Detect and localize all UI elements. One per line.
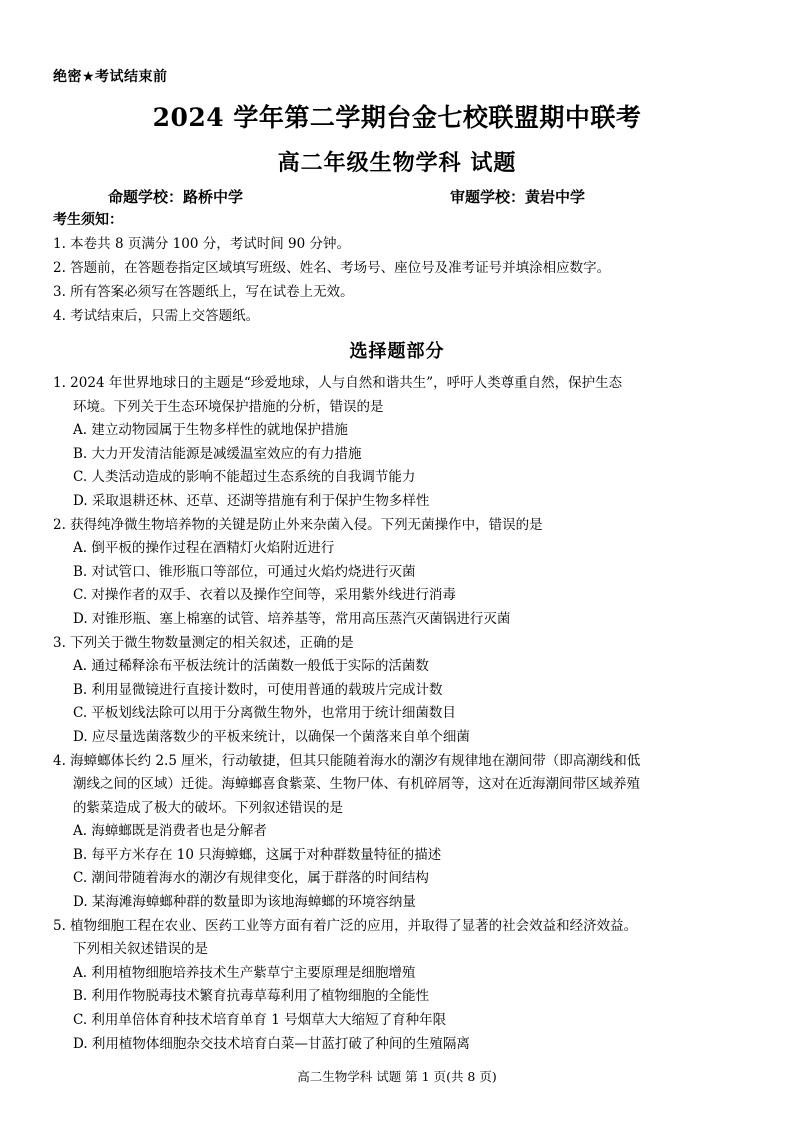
option-b: B. 利用显微镜进行直接计数时，可使用普通的载玻片完成计数 (73, 681, 443, 698)
option-c: C. 潮间带随着海水的潮汐有规律变化，属于群落的时间结构 (73, 870, 429, 887)
option-a: A. 利用植物细胞培养技术生产紫草宁主要原理是细胞增殖 (73, 964, 416, 981)
question-1 (53, 372, 753, 514)
option-b: B. 每平方米存在 10 只海蟑螂，这属于对种群数量特征的描述 (73, 846, 442, 863)
option-b: B. 大力开发清洁能源是减缓温室效应的有力措施 (73, 445, 362, 462)
option-d: D. 某海滩海蟑螂种群的数量即为该地海蟑螂的环境容纳量 (73, 894, 416, 911)
question-stem: 4. 海蟑螂体长约 2.5 厘米，行动敏捷，但其只能随着海水的潮汐有规律地在潮间带（即高潮线和低 (53, 752, 641, 769)
exam-title: 2024 学年第二学期台金七校联盟期中联考 (152, 103, 642, 132)
option-b: B. 利用作物脱毒技术繁育抗毒草莓利用了植物细胞的全能性 (73, 988, 430, 1005)
confidential-label: 绝密★考试结束前 (53, 69, 168, 85)
option-a: A. 通过稀释涂布平板法统计的活菌数一般低于实际的活菌数 (73, 658, 429, 675)
question-4 (53, 750, 753, 915)
option-d: D. 采取退耕还林、还草、还湖等措施有利于保护生物多样性 (73, 492, 430, 509)
question-stem: 环境。下列关于生态环境保护措施的分析，错误的是 (73, 398, 384, 415)
question-list (53, 372, 753, 1056)
option-d: D. 对锥形瓶、塞上棉塞的试管、培养基等，常用高压蒸汽灭菌锅进行灭菌 (73, 610, 511, 627)
notice-heading: 考生须知： (53, 212, 123, 228)
option-a: A. 倒平板的操作过程在酒精灯火焰附近进行 (73, 540, 335, 557)
section-title: 选择题部分 (349, 341, 445, 362)
notice-item: 3. 所有答案必须写在答题纸上，写在试卷上无效。 (53, 284, 354, 300)
question-3 (53, 632, 753, 750)
question-5 (53, 915, 753, 1057)
question-stem: 的紫菜造成了极大的破坏。下列叙述错误的是 (73, 799, 343, 816)
option-d: D. 利用植物体细胞杂交技术培育白菜—甘蓝打破了种间的生殖隔离 (73, 1035, 470, 1052)
notice-list (53, 232, 753, 328)
option-a: A. 海蟑螂既是消费者也是分解者 (73, 823, 267, 840)
question-stem: 下列相关叙述错误的是 (73, 941, 208, 958)
option-c: C. 利用单倍体育种技术培育单育 1 号烟草大大缩短了育种年限 (73, 1012, 447, 1029)
question-stem: 5. 植物细胞工程在农业、医药工业等方面有着广泛的应用，并取得了显著的社会效益和经济效益。 (53, 917, 638, 934)
page-footer: 高二生物学科 试题 第 1 页(共 8 页) (297, 1069, 497, 1084)
option-a: A. 建立动物园属于生物多样性的就地保护措施 (73, 422, 348, 439)
question-stem: 2. 获得纯净微生物培养物的关键是防止外来杂菌入侵。下列无菌操作中，错误的是 (53, 516, 543, 533)
option-c: C. 平板划线法除可以用于分离微生物外，也常用于统计细菌数目 (73, 705, 456, 722)
question-2 (53, 514, 753, 632)
question-stem: 潮线之间的区域）迁徙。海蟑螂喜食紫菜、生物尸体、有机碎屑等，这对在近海潮间带区域养殖 (73, 776, 640, 793)
question-stem: 3. 下列关于微生物数量测定的相关叙述，正确的是 (53, 634, 354, 651)
reviewer-school: 审题学校：黄岩中学 (450, 188, 586, 206)
notice-item: 2. 答题前，在答题卷指定区域填写班级、姓名、考场号、座位号及准考证号并填涂相应数字。 (53, 260, 611, 276)
option-c: C. 对操作者的双手、衣着以及操作空间等，采用紫外线进行消毒 (73, 587, 456, 604)
option-d: D. 应尽量选菌落数少的平板来统计，以确保一个菌落来自单个细菌 (73, 728, 470, 745)
option-c: C. 人类活动造成的影响不能超过生态系统的自我调节能力 (73, 469, 416, 486)
exam-subtitle: 高二年级生物学科 试题 (277, 151, 517, 176)
question-stem: 1. 2024 年世界地球日的主题是“珍爱地球，人与自然和谐共生”，呼吁人类尊重自然，保护生态 (53, 375, 623, 391)
option-b: B. 对试管口、锥形瓶口等部位，可通过火焰灼烧进行灭菌 (73, 563, 416, 580)
notice-item: 1. 本卷共 8 页满分 100 分，考试时间 90 分钟。 (53, 236, 350, 252)
notice-item: 4. 考试结束后，只需上交答题纸。 (53, 308, 260, 324)
setter-school: 命题学校：路桥中学 (108, 188, 244, 206)
